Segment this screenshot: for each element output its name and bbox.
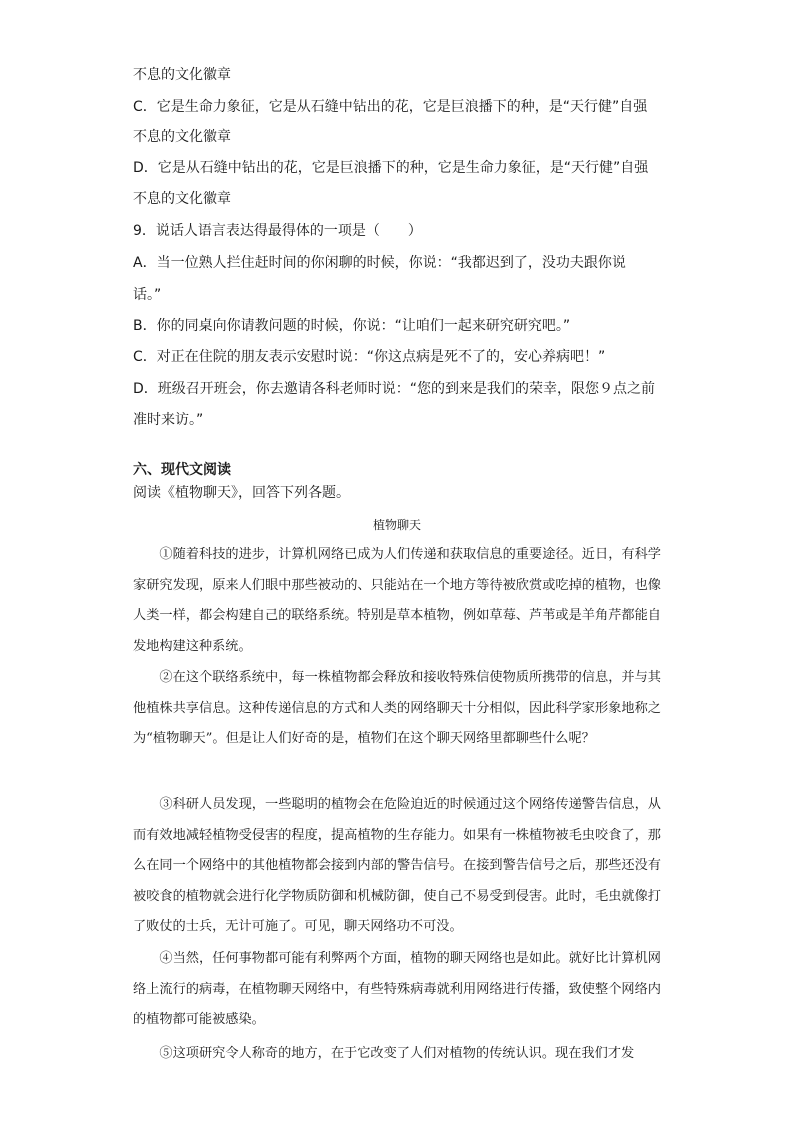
- q9-option-d: D．班级召开班会，你去邀请各科老师时说：“您的到来是我们的荣幸，限您９点之前: [133, 381, 656, 397]
- question-9-stem: 9．说话人语言表达得最得体的一项是（ ）: [133, 223, 422, 239]
- option-c: C．它是生命力象征，它是从石缝中钻出的花，它是巨浪播下的种，是“天行健”自强: [133, 99, 648, 115]
- section-instruction: 阅读《植物聊天》，回答下列各题。: [133, 485, 350, 501]
- article-paragraph-4: ④当然，任何事物都可能有利弊两个方面，植物的聊天网络也是如此。就好比计算机网络上流行的病毒，在植物聊天网络中，有些特殊病毒就利用网络进行传播，致使整个网络内的植物都可能被感染。: [133, 951, 661, 1028]
- article-paragraph-2: ②在这个联络系统中，每一株植物都会释放和接收特殊信使物质所携带的信息，并与其他植株共享信息。这种传递信息的方式和人类的网络聊天十分相似，因此科学家形象地称之为“植物聊天”。但是让人们好奇的是，植物们在这个聊天网络里都聊些什么呢？: [133, 670, 661, 747]
- q9-option-a: A．当一位熟人拦住赶时间的你闲聊的时候，你说：“我都迟到了，没功夫跟你说: [133, 255, 626, 271]
- article-paragraph-3: ③科研人员发现，一些聪明的植物会在危险迫近的时候通过这个网络传递警告信息，从而有效地减轻植物受侵害的程度，提高植物的生存能力。如果有一株植物被毛虫咬食了，那么在同一个网络中的其他植物都会接到内部的警告信号。在接到警告信号之后，那些还没有被咬食的植物就会进行化学物质防御和机械防御，使自己不易受到侵害。此时，毛虫就像打了败仗的士兵，无计可施了。可见，聊天网络功不可没。: [133, 797, 661, 935]
- article-paragraph-5: ⑤这项研究令人称奇的地方，在于它改变了人们对植物的传统认识。现在我们才发: [159, 1046, 635, 1061]
- q9-option-a-tail: 话。”: [133, 287, 162, 303]
- option-d-tail: 不息的文化徽章: [133, 191, 231, 207]
- q9-option-d-tail: 准时来访。”: [133, 412, 204, 428]
- option-c-tail: 不息的文化徽章: [133, 129, 231, 145]
- option-d: D．它是从石缝中钻出的花，它是巨浪播下的种，它是生命力象征，是“天行健”自强: [133, 160, 649, 176]
- q9-option-b: B．你的同桌向你请教问题的时候，你说：“让咱们一起来研究研究吧。”: [133, 318, 571, 334]
- article-paragraph-1: ①随着科技的进步，计算机网络已成为人们传递和获取信息的重要途径。近日，有科学家研究发现，原来人们眼中那些被动的、只能站在一个地方等待被欣赏或吃掉的植物，也像人类一样，都会构建自己的联络系统。特别是草本植物，例如草莓、芦苇或是羊角芹都能自发地构建这种系统。: [133, 547, 661, 654]
- option-b-tail: 不息的文化徽章: [133, 67, 231, 83]
- article-title: 植物聊天: [372, 518, 421, 532]
- section-heading: 六、现代文阅读: [133, 462, 231, 478]
- q9-option-c: C．对正在住院的朋友表示安慰时说：“你这点病是死不了的，安心养病吧！”: [133, 349, 606, 365]
